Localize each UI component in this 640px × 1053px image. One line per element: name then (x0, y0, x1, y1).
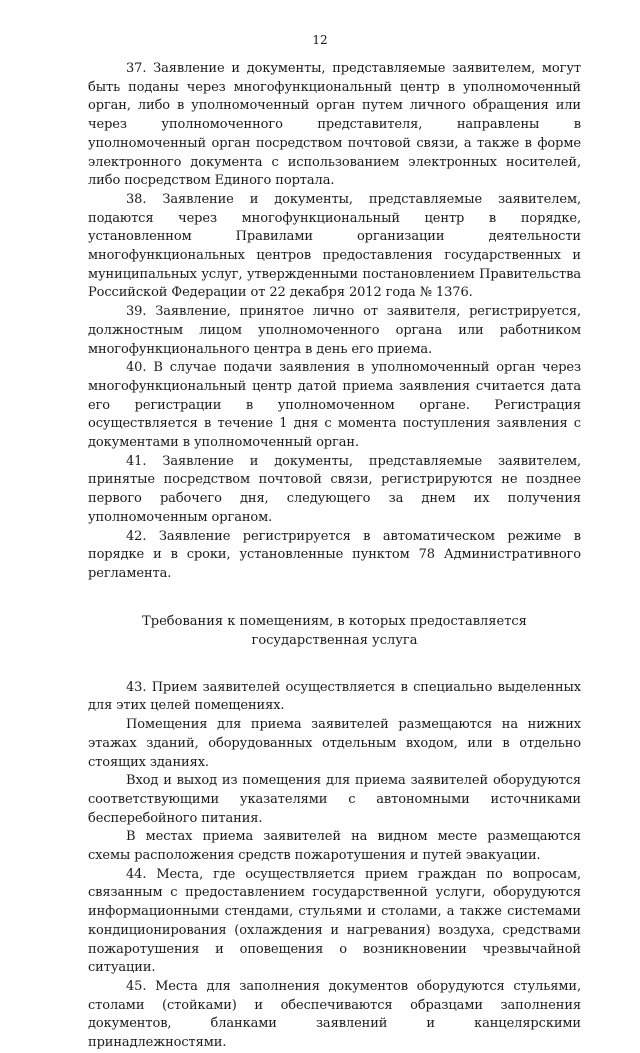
paragraph-45: 45. Места для заполнения документов оборудуются стульями, столами (стойками) и обеспечиваются образцами заполнения документов, бланками заявлений и канцелярскими принадлежностями. (88, 978, 581, 1051)
paragraph-43-premises: Помещения для приема заявителей размещаются на нижних этажах зданий, оборудованных отдельным входом, или в отдельно стоящих зданиях. (88, 717, 581, 770)
section-heading (88, 612, 581, 650)
paragraph-39: 39. Заявление, принятое лично от заявителя, регистрируется, должностным лицом уполномоченного органа или работником многофункционального центра в день его приема. (88, 304, 581, 357)
document-body (88, 60, 581, 1053)
page-number: 12 (312, 33, 328, 47)
paragraph-37: 37. Заявление и документы, представляемые заявителем, могут быть поданы через многофункциональный центр в уполномоченный орган, либо в уполномоченный орган путем личного обращения или через уполномоченного представителя, направлены в уполномоченный орган посредством почтовой связи, а также в форме электронного документа с использованием электронных носителей, либо посредством Единого портала. (88, 61, 581, 189)
paragraph-43: 43. Прием заявителей осуществляется в специально выделенных для этих целей помещениях. (88, 679, 581, 714)
paragraph-43-entrance: Вход и выход из помещения для приема заявителей оборудуются соответствующими указателями с автономными источниками бесперебойного питания. (88, 773, 581, 826)
paragraph-44: 44. Места, где осуществляется прием граждан по вопросам, связанным с предоставлением государственной услуги, оборудуются информационными стендами, стульями и столами, а также системами кондиционирования (охлаждения и нагревания) воздуха, средствами пожаротушения и оповещения о возникновении чрезвычайной ситуации. (88, 866, 581, 976)
paragraph-40: 40. В случае подачи заявления в уполномоченный орган через многофункциональный центр датой приема заявления считается дата его регистрации в уполномоченном органе. Регистрация осуществляется в течение 1 дня с момента поступления заявления с документами в уполномоченный орган. (88, 360, 581, 451)
paragraph-41: 41. Заявление и документы, представляемые заявителем, принятые посредством почтовой связи, регистрируются не позднее первого рабочего дня, следующего за днем их получения уполномоченным органом. (88, 453, 581, 525)
section-heading-line-2: государственная услуга (251, 632, 418, 648)
paragraph-43-evacuation: В местах приема заявителей на видном месте размещаются схемы расположения средств пожаротушения и путей эвакуации. (88, 829, 581, 864)
section-heading-line-1: Требования к помещениям, в которых предоставляется (142, 613, 527, 629)
paragraph-38: 38. Заявление и документы, представляемые заявителем, подаются через многофункциональный центр в порядке, установленном Правилами организации деятельности многофункциональных центров предоставления государственных и муниципальных услуг, утвержденными постановлением Правительства Российской Федерации от 22 декабря 2012 года № 1376. (88, 191, 581, 301)
paragraph-42: 42. Заявление регистрируется в автоматическом режиме в порядке и в сроки, установленные пунктом 78 Административного регламента. (88, 528, 581, 581)
